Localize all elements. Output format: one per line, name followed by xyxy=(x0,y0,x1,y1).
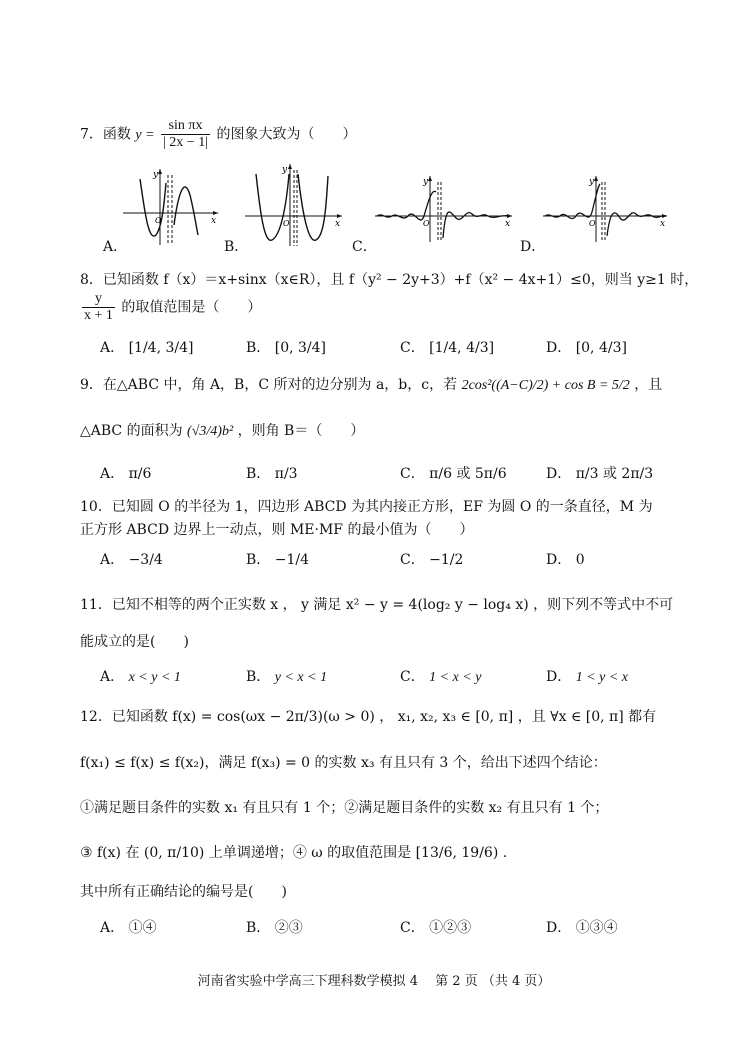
q10-option-c: C． −1/2 xyxy=(400,552,464,568)
svg-text:x: x xyxy=(211,216,217,226)
svg-text:x: x xyxy=(335,219,341,229)
svg-text:O: O xyxy=(283,219,290,228)
svg-text:O: O xyxy=(155,216,162,225)
q7-fraction: $\frac{\text{sin πx}}{| 2x - 1|}$ xyxy=(163,118,209,150)
svg-text:O: O xyxy=(589,219,596,228)
svg-text:y: y xyxy=(589,177,595,187)
q11-option-b: B． y < x < 1 xyxy=(246,669,328,685)
svg-text:y: y xyxy=(153,170,159,180)
q11-option-c: C． 1 < x < y xyxy=(400,669,482,685)
q12-line3: ①满足题目条件的实数 x₁ 有且只有 1 个；②满足题目条件的实数 x₂ 有且只有 1 个； xyxy=(80,800,609,816)
q7-option-c-label: C． xyxy=(352,239,377,255)
q8-option-b: B． [0, 3/4] xyxy=(246,340,327,356)
q12-option-b: B． ②③ xyxy=(246,920,303,936)
q7-stem: 7．函数 y = $\frac{\text{sin πx}}{| 2x - 1|}$ 的图象大致为（ ） xyxy=(80,118,357,150)
q9-option-c: C． π/6 或 5π/6 xyxy=(400,466,507,482)
q12-option-c: C． ①②③ xyxy=(400,920,472,936)
q12-line2: f(x₁) ≤ f(x) ≤ f(x₂)，满足 f(x₃) = 0 的实数 x₃ 有且只有 3 个，给出下述四个结论： xyxy=(80,755,607,771)
page-footer: 河南省实验中学高三下理科数学模拟 4 第 2 页 （共 4 页） xyxy=(197,974,551,989)
q12-line4: ③ f(x) 在 (0, π/10) 上单调递增；④ ω 的取值范围是 [13/6, 19/6) . xyxy=(80,845,508,861)
svg-text:y: y xyxy=(282,165,288,175)
q10-line1: 10．已知圆 O 的半径为 1，四边形 ABCD 为其内接正方形，EF 为圆 O 的一条直径，M 为 xyxy=(80,499,653,515)
q7-graph-b xyxy=(242,160,347,248)
q9-line1: 9．在△ABC 中，角 A，B，C 所对的边分别为 a，b，c，若 2cos²((A−C)/2) + cos B = 5/2 ，且 xyxy=(80,377,663,393)
q9-line2: △ABC 的面积为 (√3/4)b² ，则角 B＝（ ） xyxy=(80,423,365,439)
q10-line2: 正方形 ABCD 边界上一动点，则 ME·MF 的最小值为（ ） xyxy=(80,522,474,538)
q7-option-d-label: D． xyxy=(520,239,546,255)
q12-option-d: D． ①③④ xyxy=(546,920,618,936)
svg-text:x: x xyxy=(505,219,511,229)
q12-line1: 12．已知函数 f(x) = cos(ωx − 2π/3)(ω > 0) ， x₁, x₂, x₃ ∈ [0, π] ，且 ∀x ∈ [0, π] 都有 xyxy=(80,709,657,725)
q8-option-c: C． [1/4, 4/3] xyxy=(400,340,495,356)
q7-graph-a xyxy=(118,165,223,247)
q7-graph-d xyxy=(540,172,672,244)
q11-option-a: A． x < y < 1 xyxy=(100,669,181,685)
svg-text:x: x xyxy=(660,219,666,229)
q11-line2: 能成立的是( ) xyxy=(80,634,189,650)
q7-graph-c xyxy=(372,172,517,244)
q9-option-a: A． π/6 xyxy=(100,466,152,482)
svg-text:O: O xyxy=(423,219,430,228)
q10-option-a: A． −3/4 xyxy=(100,552,163,568)
q9-option-b: B． π/3 xyxy=(246,466,298,482)
q11-line1: 11．已知不相等的两个正实数 x ， y 满足 x² − y = 4(log₂ y − log₄ x) ，则下列不等式中不可 xyxy=(80,597,674,613)
q7-option-b-label: B． xyxy=(224,239,249,255)
q7-option-a-label: A． xyxy=(103,239,128,255)
q8-line2: $\frac{y}{x + 1}$ 的取值范围是（ ） xyxy=(84,291,262,323)
q10-option-d: D． 0 xyxy=(546,552,585,568)
q11-option-d: D． 1 < y < x xyxy=(546,669,629,685)
q12-line5: 其中所有正确结论的编号是( ) xyxy=(80,884,287,900)
q12-option-a: A． ①④ xyxy=(100,920,157,936)
q8-option-d: D． [0, 4/3] xyxy=(546,340,627,356)
svg-text:y: y xyxy=(423,177,429,187)
q10-option-b: B． −1/4 xyxy=(246,552,310,568)
q8-option-a: A． [1/4, 3/4] xyxy=(100,340,194,356)
q8-line1: 8．已知函数 f（x）＝x+sinx（x∈R），且 f（y² − 2y+3）+f（x² − 4x+1）≤0，则当 y≥1 时， xyxy=(80,272,699,288)
q9-option-d: D． π/3 或 2π/3 xyxy=(546,466,654,482)
